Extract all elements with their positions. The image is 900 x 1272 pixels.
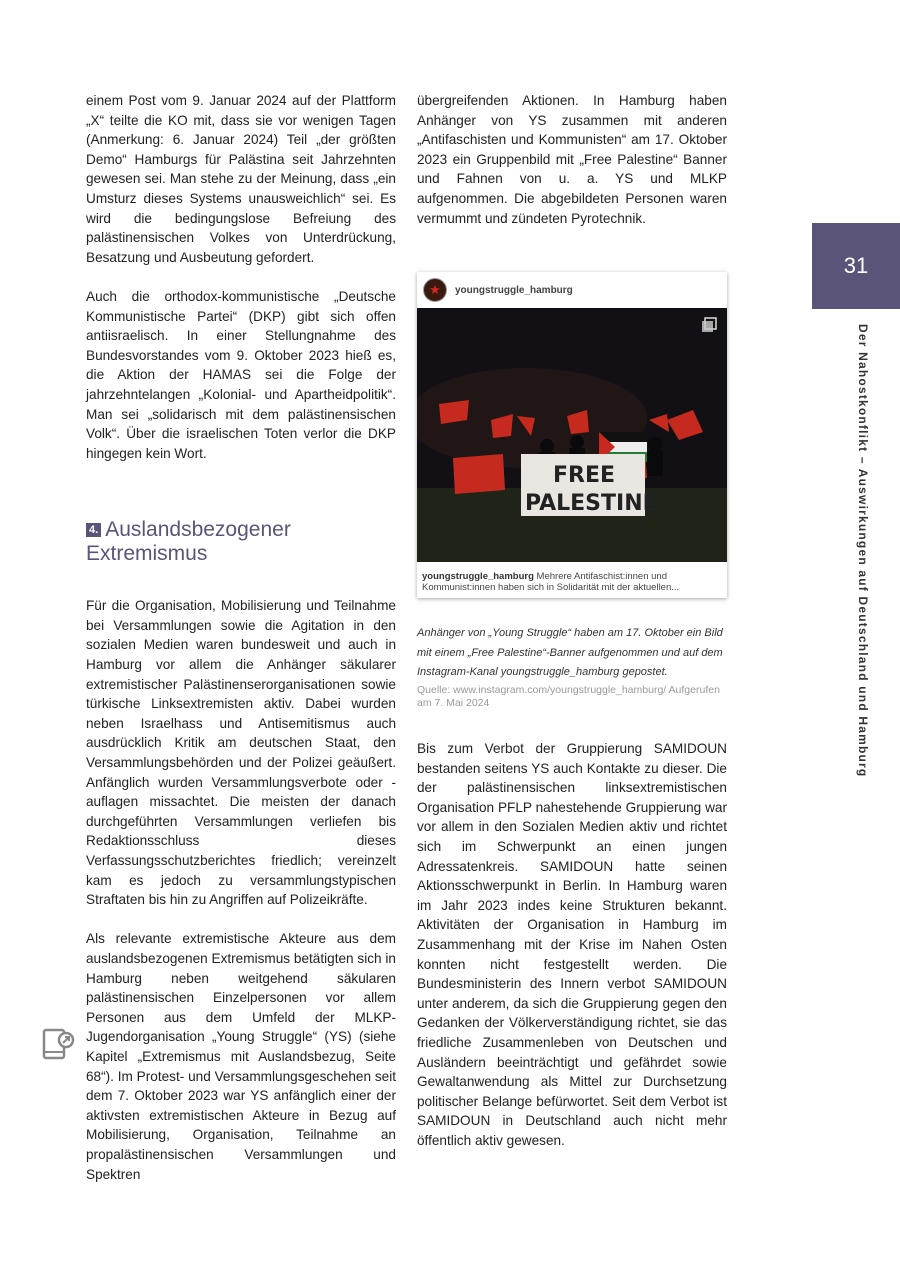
- section-heading: [86, 518, 396, 566]
- banner-line-1: FREE: [553, 463, 616, 488]
- figure-caption: Anhänger von „Young Struggle“ haben am 17. Oktober ein Bild mit einem „Free Palestine“-Banner aufgenommen und auf dem Instagram-Kanal youngstruggle_hamburg gepostet.: [417, 627, 723, 679]
- cross-reference-icon: [40, 1026, 76, 1062]
- paragraph: Als relevante extremistische Akteure aus dem auslandsbezogenen Extremismus betätigten sich in Hamburg neben weitgehend säkularen palästinensischen Einzelpersonen vor allem Personen aus dem Umfeld der MLKP-Jugendorganisation „Young Struggle“ (YS) (siehe Kapitel „Extremismus mit Auslandsbezug, Seite 68“). Im Protest- und Versammlungsgeschehen seit dem 7. Oktober 2023 war YS anfänglich einer der aktivsten extremistischen Akteure in Bezug auf Mobilisierung, Organisation, Teilnahme an propalästinensischen Versammlungen und Spektren: [86, 931, 396, 1182]
- paragraph: Bis zum Verbot der Gruppierung SAMIDOUN bestanden seitens YS auch Kontakte zu dieser. Die der palästinensischen linksextremistischen Organisation PFLP nahestehende Gruppierung war vor allem in den Sozialen Medien aktiv und richtet sich im Schwerpunkt an einen jungen Adressatenkreis. SAMIDOUN hatte seinen Aktionsschwerpunkt in Berlin. In Hamburg waren im Jahr 2023 indes keine Strukturen bekannt. Aktivitäten der Organisation in Hamburg im Zusammenhang mit der Krise im Nahen Osten konnten nicht festgestellt werden. Die Bundesministerin des Innern verbot SAMIDOUN unter anderem, da sich die Gruppierung gegen den Gedanken der Völkerverständigung richtet, sie das friedliche Zusammenleben von Deutschen und Ausländern beeinträchtigt und gefährdet sowie Gewaltanwendung als Mittel zur Durchsetzung politischer Belange befürwortet. Seit dem Verbot ist SAMIDOUN in Deutschland auch nicht mehr öffentlich aktiv gewesen.: [417, 741, 727, 1148]
- banner-line-2: PALESTINE: [525, 491, 658, 516]
- paragraph: Auch die orthodox-kommunistische „Deutsche Kommunistische Partei“ (DKP) gibt sich offen antiisraelisch. In einer Stellungnahme des Bundesvorstandes vom 9. Oktober 2023 hieß es, die Aktion der HAMAS sei die Folge der jahrzehntelangen „Kolonial- und Apartheidpolitik“. Man sei „solidarisch mit dem palästinensischen Volk“. Über die israelischen Toten verlor die DKP hingegen kein Wort.: [86, 288, 396, 461]
- chapter-side-title: Der Nahostkonflikt – Auswirkungen auf Deutschland und Hamburg: [856, 324, 870, 778]
- post-username: youngstruggle_hamburg: [455, 284, 573, 296]
- post-caption: [422, 571, 722, 593]
- profile-avatar: ★: [423, 278, 447, 302]
- figure-source: Quelle: www.instagram.com/youngstruggle_hamburg/ Aufgerufen am 7. Mai 2024: [417, 684, 720, 709]
- section-title: Auslandsbezogener Extremismus: [86, 518, 291, 566]
- paragraph: einem Post vom 9. Januar 2024 auf der Plattform „X“ teilte die KO mit, dass sie vor wenigen Tagen (Anmerkung: 6. Januar 2024) Teil „der größten Demo“ Hamburgs für Palästina seit Jahrzehnten gewesen sei. Man stehe zu der Meinung, dass „ein Umsturz dieses Systems unausweichlich“ sei. Es wird die bedingungslose Befreiung des palästinensischen Volkes von Unterdrückung, Besatzung und Ausbeutung gefordert.: [86, 93, 396, 265]
- section-number: 4.: [86, 523, 101, 537]
- page-number: 31: [843, 253, 869, 278]
- caption-username: youngstruggle_hamburg: [422, 571, 534, 582]
- caption-text: Mehrere Antifaschist:innen und Kommunist:innen haben sich in Solidarität mit der aktuellen...: [422, 571, 680, 593]
- left-column: [86, 91, 396, 1184]
- right-column: [417, 91, 727, 228]
- right-column-lower: [417, 739, 727, 1150]
- instagram-post: [417, 272, 727, 598]
- paragraph: Für die Organisation, Mobilisierung und Teilnahme bei Versammlungen sowie die Agitation in den sozialen Medien waren bundesweit und auch in Hamburg vor allem die Anhänger säkularer extremistischer Palästinenserorganisationen sowie türkische Linksextremisten aktiv. Dabei wurden neben Israelhass und Antisemitismus auch ausdrücklich Kritik am deutschen Staat, den Versammlungsbehörden und der Polizei geäußert. Anfänglich wurden Versammlungsverbote oder -auflagen missachtet. Die meisten der danach durchgeführten Versammlungen verliefen bis Redaktionsschluss dieses Verfassungsschutzberichtes friedlich; vereinzelt kam es jedoch zu versammlungstypischen Straftaten bis hin zu Angriffen auf Polizeikräfte.: [86, 598, 396, 908]
- post-photo: [417, 308, 727, 562]
- paragraph: übergreifenden Aktionen. In Hamburg haben Anhänger von YS zusammen mit anderen „Antifaschisten und Kommunisten“ am 17. Oktober 2023 ein Gruppenbild mit „Free Palestine“ Banner und Fahnen von u. a. YS und MLKP aufgenommen. Die abgebildeten Personen waren vermummt und zündeten Pyrotechnik.: [417, 93, 727, 226]
- post-header: [417, 272, 727, 308]
- page-number-tab: [812, 223, 900, 309]
